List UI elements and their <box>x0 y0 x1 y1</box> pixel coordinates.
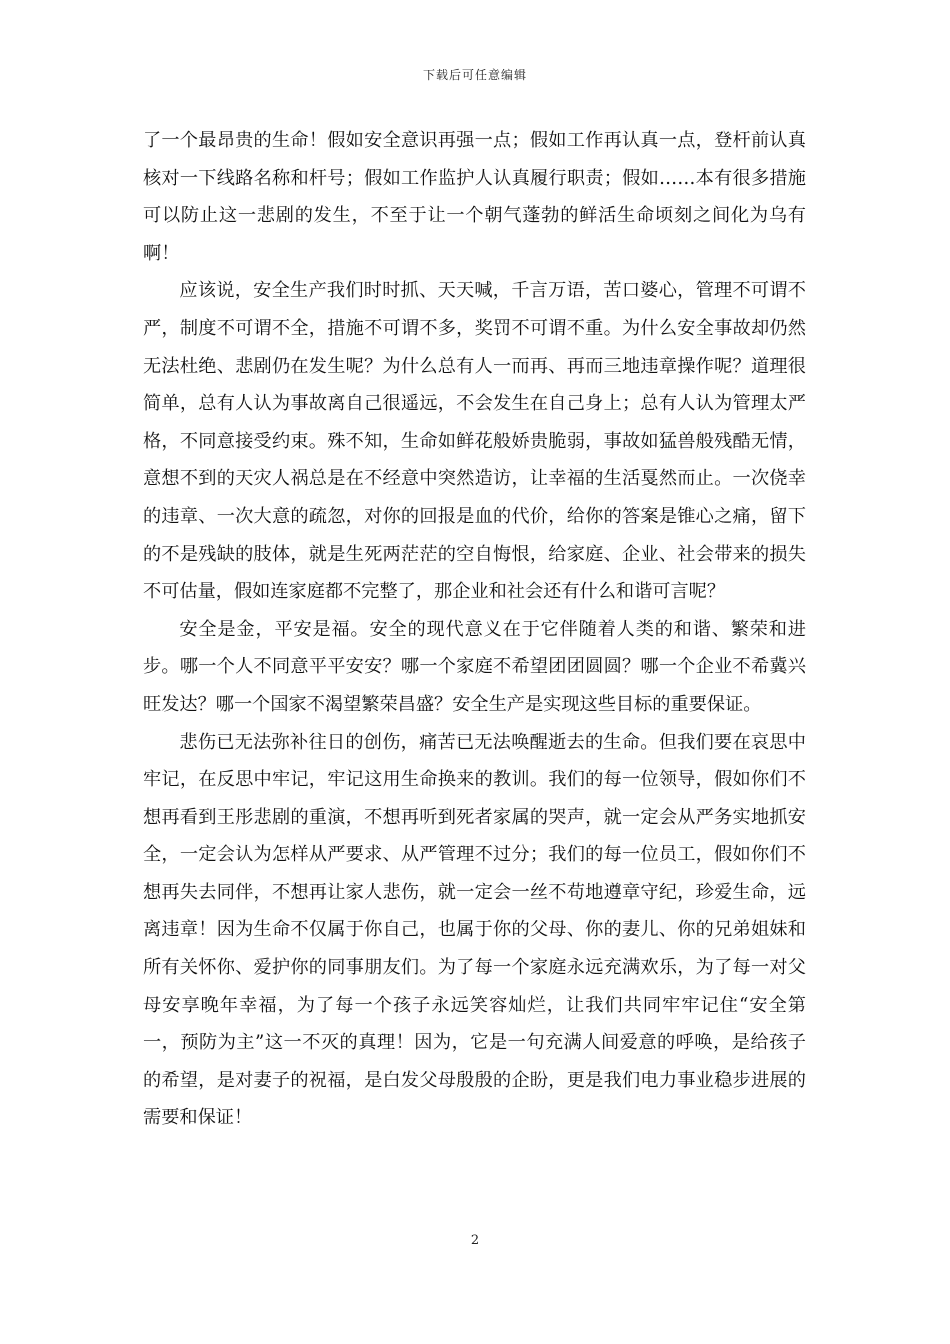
paragraph-1: 了一个最昂贵的生命！假如安全意识再强一点；假如工作再认真一点，登杆前认真核对一下线路名称和杆号；假如工作监护人认真履行职责；假如……本有很多措施可以防止这一悲剧的发生，不至于让一个朝气蓬勃的鲜活生命顷刻之间化为乌有啊！ <box>143 130 806 264</box>
document-body <box>143 122 806 1137</box>
paragraph-4: 悲伤已无法弥补往日的创伤，痛苦已无法唤醒逝去的生命。但我们要在哀思中牢记，在反思中牢记，牢记这用生命换来的教训。我们的每一位领导，假如你们不想再看到王彤悲剧的重演，不想再听到死者家属的哭声，就一定会从严务实地抓安全，一定会认为怎样从严要求、从严管理不过分；我们的每一位员工，假如你们不想再失去同伴，不想再让家人悲伤，就一定会一丝不苟地遵章守纪，珍爱生命，远离违章！因为生命不仅属于你自己，也属于你的父母、你的妻儿、你的兄弟姐妹和所有关怀你、爱护你的同事朋友们。为了每一个家庭永远充满欢乐，为了每一对父母安享晚年幸福，为了每一个孩子永远笑容灿烂，让我们共同牢牢记住“安全第一，预防为主”这一不灭的真理！因为，它是一句充满人间爱意的呼唤，是给孩子的希望，是对妻子的祝福，是白发父母殷殷的企盼，更是我们电力事业稳步进展的需要和保证！ <box>143 731 806 1129</box>
paragraph-2: 应该说，安全生产我们时时抓、天天喊，千言万语，苦口婆心，管理不可谓不严，制度不可谓不全，措施不可谓不多，奖罚不可谓不重。为什么安全事故却仍然无法杜绝、悲剧仍在发生呢？为什么总有人一而再、再而三地违章操作呢？道理很简单，总有人认为事故离自己很遥远，不会发生在自己身上；总有人认为管理太严格，不同意接受约束。殊不知，生命如鲜花般娇贵脆弱，事故如猛兽般残酷无情，意想不到的天灾人祸总是在不经意中突然造访，让幸福的生活戛然而止。一次侥幸的违章、一次大意的疏忽，对你的回报是血的代价，给你的答案是锥心之痛，留下的不是残缺的肢体，就是生死两茫茫的空自悔恨，给家庭、企业、社会带来的损失不可估量，假如连家庭都不完整了，那企业和社会还有什么和谐可言呢？ <box>143 280 806 603</box>
page-number: 2 <box>470 1233 480 1248</box>
paragraph-3: 安全是金，平安是福。安全的现代意义在于它伴随着人类的和谐、繁荣和进步。哪一个人不同意平平安安？哪一个家庭不希望团团圆圆？哪一个企业不希冀兴旺发达？哪一个国家不渴望繁荣昌盛？安全生产是实现这些目标的重要保证。 <box>143 618 806 715</box>
page-header: 下载后可任意编辑 <box>422 68 527 82</box>
